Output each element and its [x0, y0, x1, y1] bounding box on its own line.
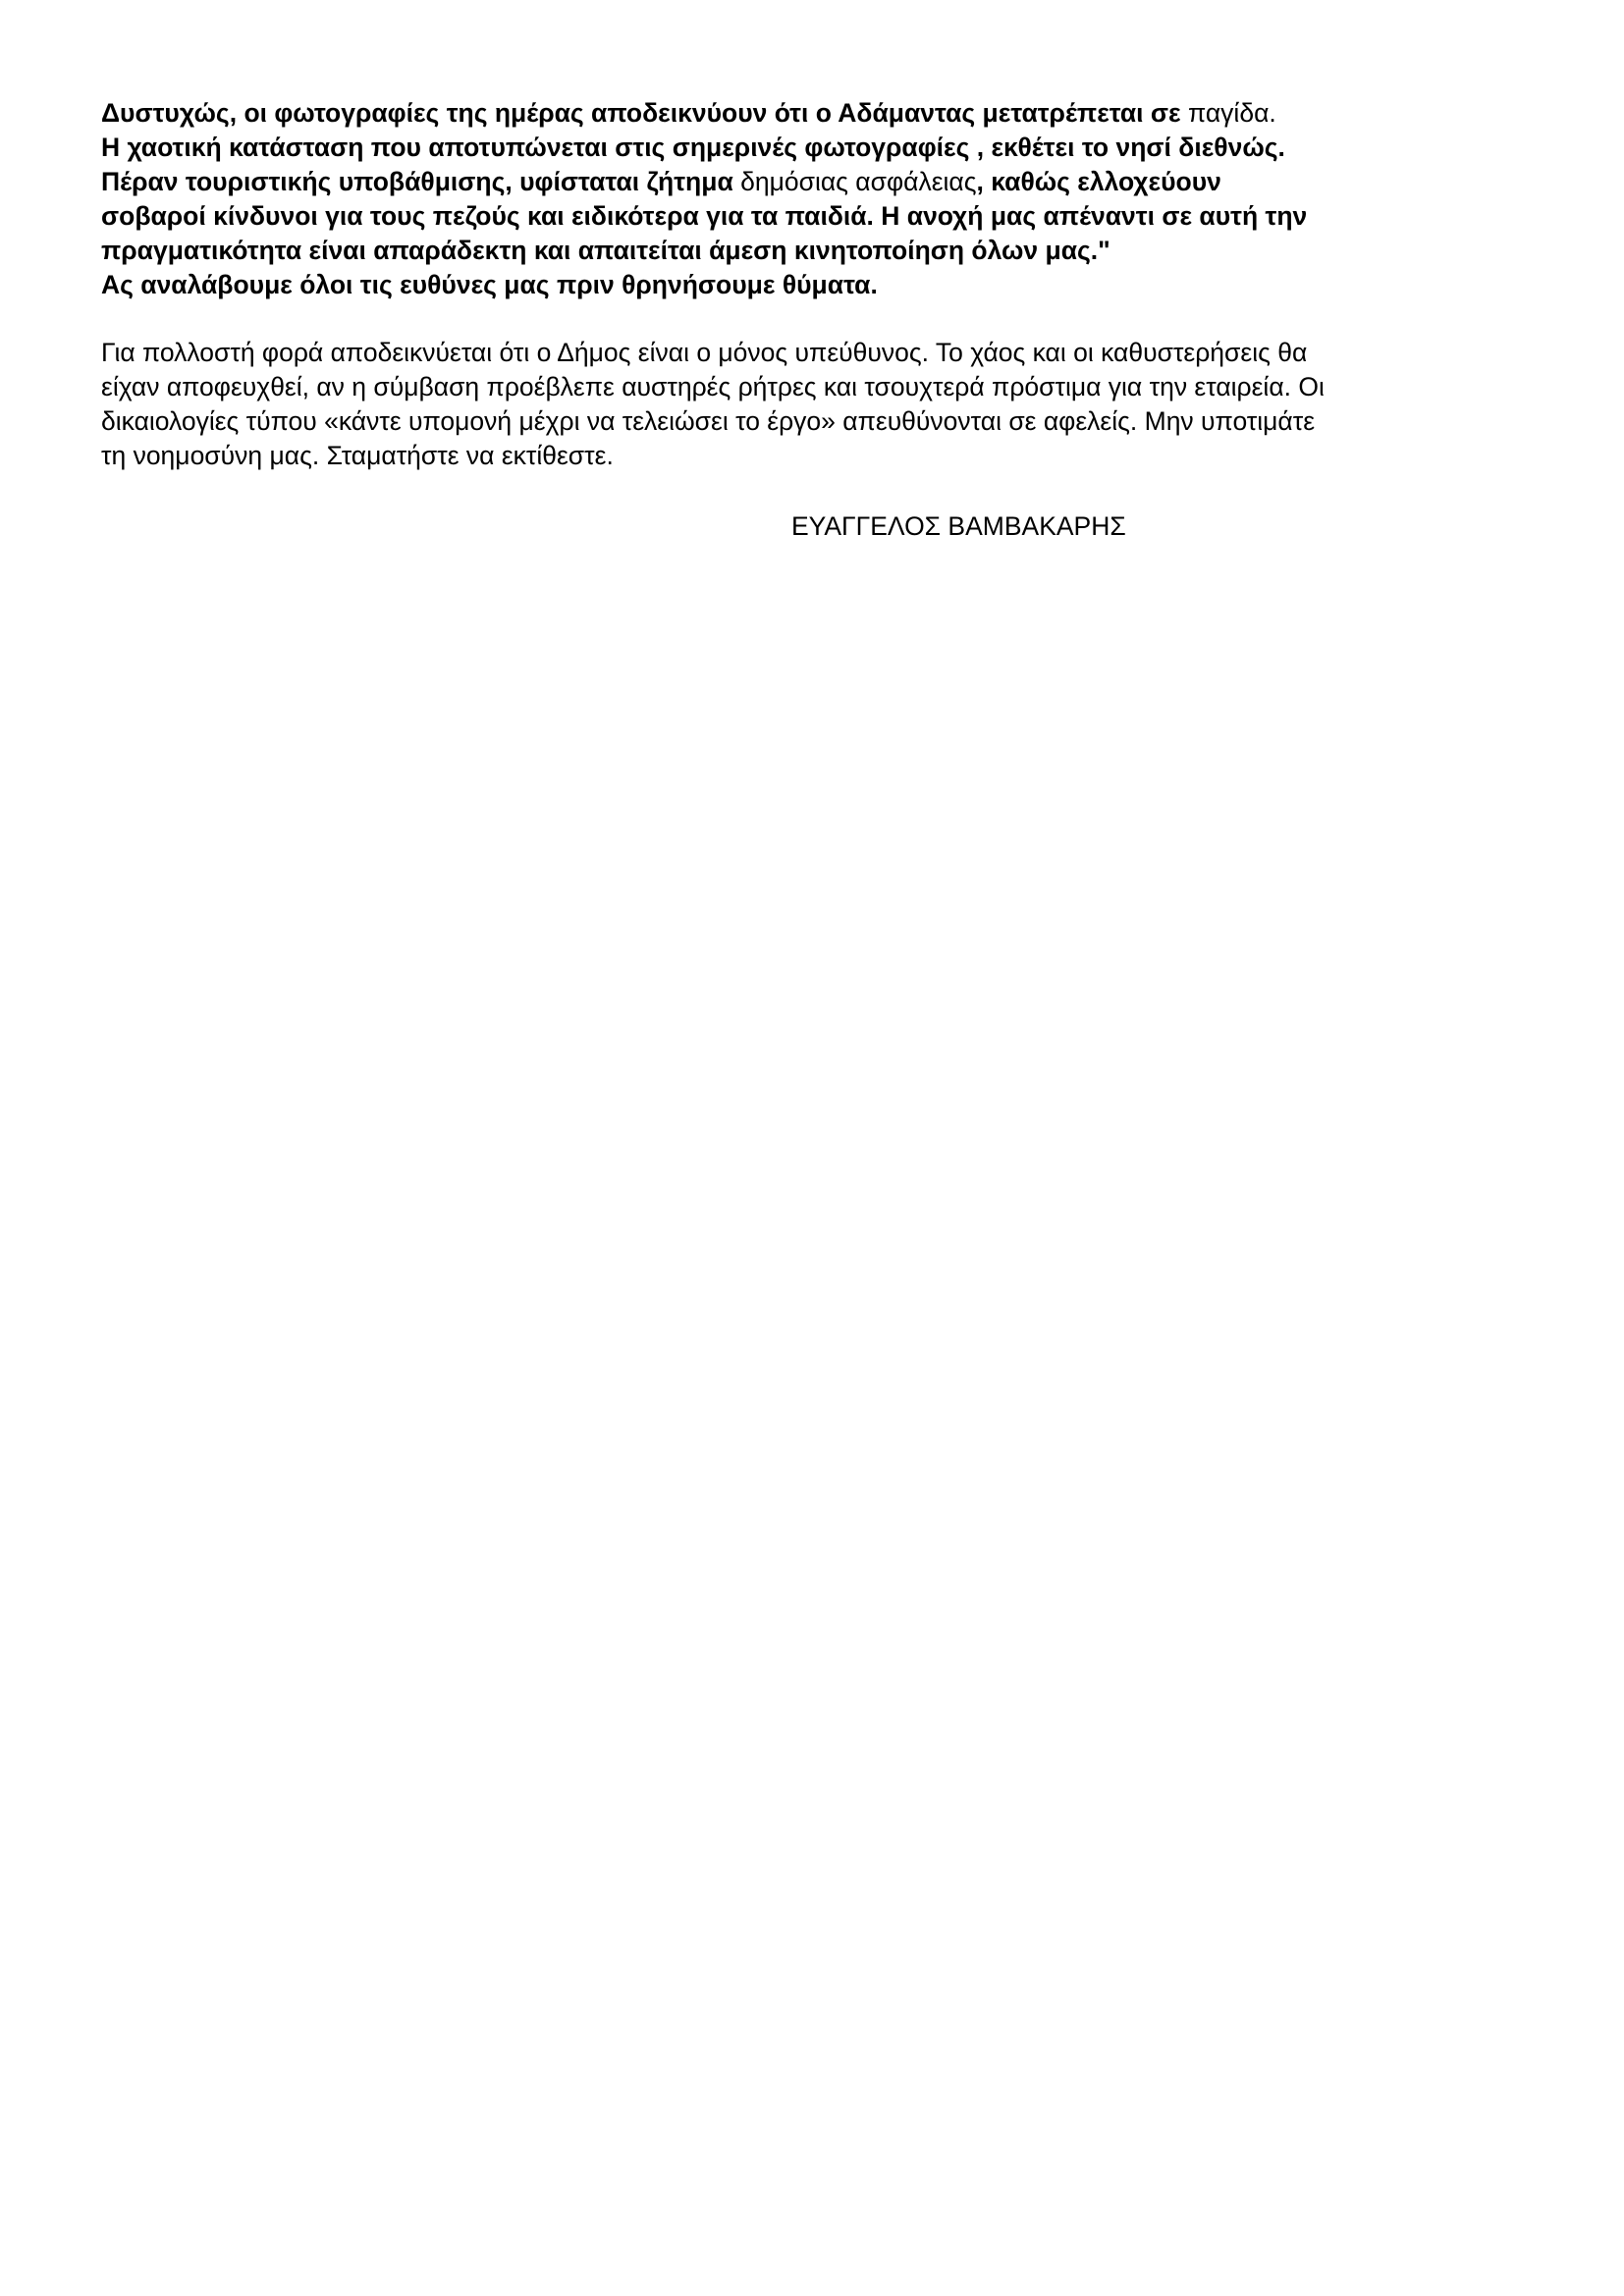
statement-line-3-normal: δημόσιας ασφάλειας	[740, 167, 977, 196]
commentary-line-4: τη νοημοσύνη μας. Σταματήστε να εκτίθεστε.	[101, 441, 614, 470]
statement-line-2: Η χαοτική κατάσταση που αποτυπώνεται στις σημερινές φωτογραφίες , εκθέτει το νησί διεθνώς.	[101, 133, 1285, 162]
statement-line-4: σοβαροί κίνδυνοι για τους πεζούς και ειδικότερα για τα παιδιά. Η ανοχή μας απέναντι σε αυτή την	[101, 201, 1308, 231]
signature: ΕΥΑΓΓΕΛΟΣ ΒΑΜΒΑΚΑΡΗΣ	[791, 511, 1126, 541]
statement-line-6: Ας αναλάβουμε όλοι τις ευθύνες μας πριν θρηνήσουμε θύματα.	[101, 270, 878, 299]
statement-line-1-normal: παγίδα.	[1187, 98, 1276, 128]
commentary-line-2: είχαν αποφευχθεί, αν η σύμβαση προέβλεπε αυστηρές ρήτρες και τσουχτερά πρόστιμα για την εταιρεία. Οι	[101, 372, 1325, 401]
statement-line-3	[101, 165, 1574, 199]
statement-line-1	[101, 96, 1574, 131]
commentary-line-1: Για πολλοστή φορά αποδεικνύεται ότι ο Δήμος είναι ο μόνος υπεύθυνος. Το χάος και οι καθυστερήσεις θα	[101, 338, 1308, 367]
statement-line-3-bold-end: , καθώς ελλοχεύουν	[976, 167, 1221, 196]
statement-line-1-bold: Δυστυχώς, οι φωτογραφίες της ημέρας αποδεικνύουν ότι ο Αδάμαντας μετατρέπεται σε	[101, 98, 1188, 128]
commentary-line-3: δικαιολογίες τύπου «κάντε υπομονή μέχρι να τελειώσει το έργο» απευθύνονται σε αφελείς. Μην υποτιμάτε	[101, 406, 1316, 436]
statement-paragraph	[101, 96, 1574, 302]
statement-line-5: πραγματικότητα είναι απαράδεκτη και απαιτείται άμεση κινητοποίηση όλων μας."	[101, 236, 1110, 265]
commentary-paragraph	[101, 336, 1574, 473]
statement-line-3-bold-start: Πέραν τουριστικής υποβάθμισης, υφίσταται ζήτημα	[101, 167, 741, 196]
